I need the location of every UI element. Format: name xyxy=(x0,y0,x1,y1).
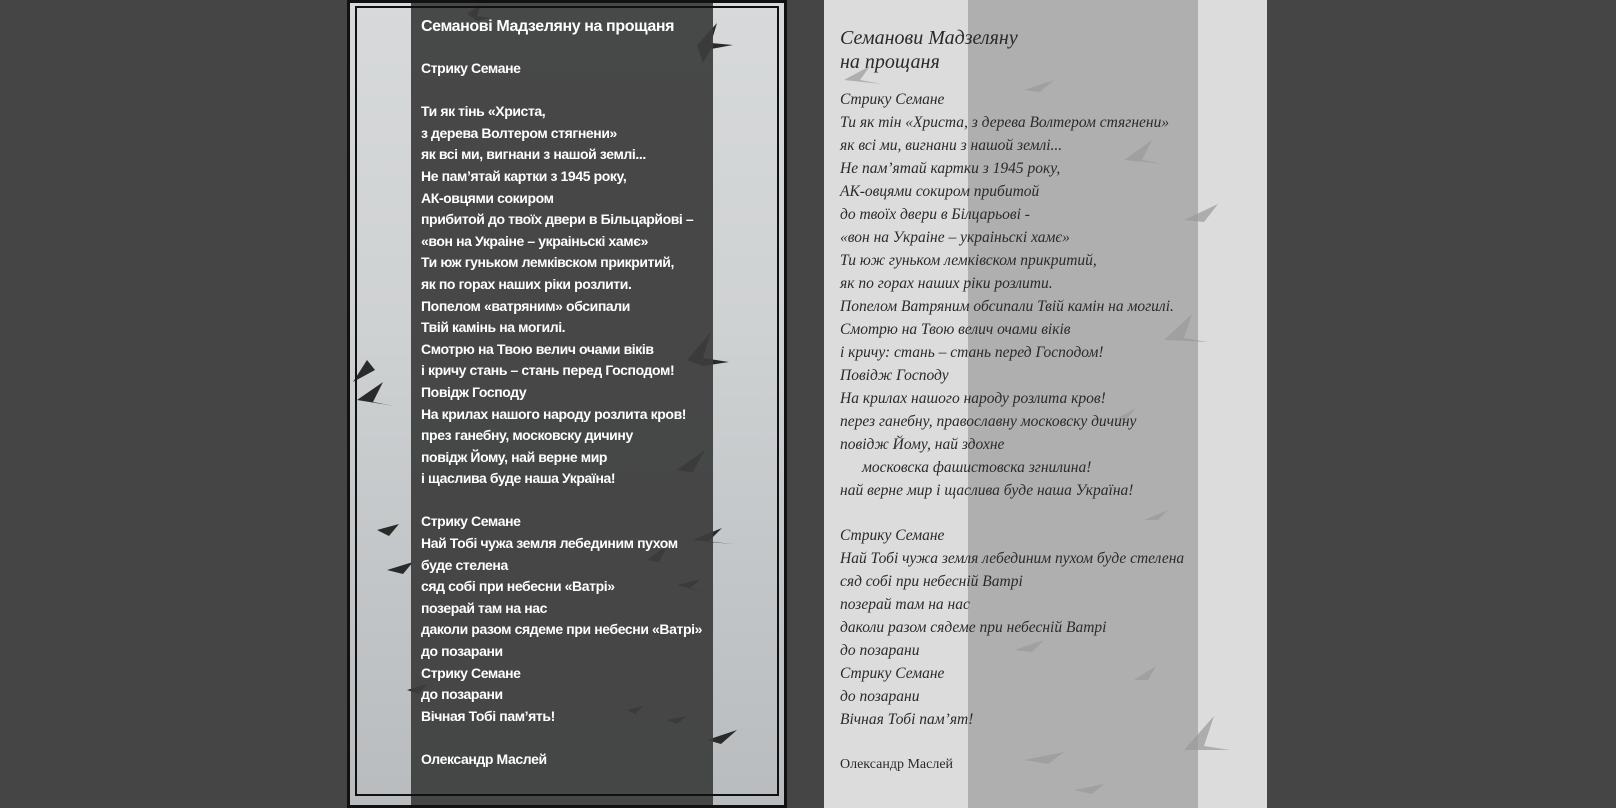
left-poem-line: до позарани xyxy=(421,686,503,703)
right-poem-line: як всі ми, вигнани з нашой землі... xyxy=(840,137,1063,154)
left-poem-line: Най Тобі чужа земля лебединим пухом xyxy=(421,535,678,552)
left-poem-line: Попелом «ватряним» обсипали xyxy=(421,297,631,314)
right-poem-line: На крилах нашого народу розлита кров! xyxy=(840,390,1106,407)
right-poem-line: до позарани xyxy=(840,642,920,659)
left-poem xyxy=(421,16,721,771)
left-poem-line: Не пам’ятай картки з 1945 року, xyxy=(421,167,627,184)
right-poem-line: Ти як тін «Христа, з дерева Волтером стягнени» xyxy=(840,114,1170,131)
left-poem-line: Смотрю на Твою велич очами віків xyxy=(421,340,654,357)
left-poem-line: до позарани xyxy=(421,643,503,660)
right-poem-line: як по горах наших ріки розлити. xyxy=(840,275,1053,292)
left-poem-line: Стрику Семане xyxy=(421,513,521,530)
left-poem-line: през ганебну, московску дичину xyxy=(421,427,633,444)
right-poem-line: Най Тобі чужа земля лебединим пухом буде стелена xyxy=(840,550,1185,567)
right-poem-line: сяд собі при небесній Ватрі xyxy=(840,573,1023,590)
left-poem-line: позерай там на нас xyxy=(421,599,548,616)
right-poem-line: перез ганебну, православну московску дичину xyxy=(840,413,1137,430)
left-poem-line: Ти як тінь «Христа, xyxy=(421,103,546,120)
right-poem-line: Вічная Тобі пам’ят! xyxy=(840,711,974,728)
left-poem-line: повідж Йому, най верне мир xyxy=(421,448,608,465)
left-poem-line: Ти юж гуньком лемківском прикритий, xyxy=(421,254,674,271)
left-poem-line: буде стелена xyxy=(421,556,508,573)
right-poem-line: позерай там на нас xyxy=(840,596,970,613)
right-poem-line: Попелом Ватряним обсипали Твій камін на могилі. xyxy=(840,298,1174,315)
right-poem-line: і кричу: стань – стань перед Господом! xyxy=(840,344,1104,361)
left-poem-line: Стрику Семане xyxy=(421,664,521,681)
right-poem-author: Олександр Маслей xyxy=(840,757,954,772)
right-poem-line: Повідж Господу xyxy=(840,367,949,384)
right-poem-line: АК-овцями сокиром прибитой xyxy=(840,183,1040,200)
left-poem-author: Олександр Маслей xyxy=(421,751,547,767)
right-poem-line: най верне мир і щаслива буде наша Україна! xyxy=(840,482,1134,499)
left-poem-line: з дерева Волтером стягнени» xyxy=(421,124,617,141)
left-poem-line: як по горах наших ріки розлити. xyxy=(421,275,632,292)
left-poem-line: як всі ми, вигнани з нашой землі... xyxy=(421,146,646,163)
right-poem-line: Стрику Семане xyxy=(840,91,945,108)
right-poem-line: даколи разом сядеме при небесній Ватрі xyxy=(840,619,1107,636)
left-poem-line: Стрику Семане xyxy=(421,60,521,76)
left-poem-line: сяд собі при небесни «Ватрі» xyxy=(421,578,615,595)
left-poem-line: і щаслива буде наша Україна! xyxy=(421,470,616,487)
left-poem-line: На крилах нашого народу розлита кров! xyxy=(421,405,687,422)
right-poem-title: Семанови Мадзеляну xyxy=(840,27,1018,49)
right-poem-line: «вон на Украіне – украіньскі хамє» xyxy=(840,229,1070,246)
left-poem-line: АК-овцями сокиром xyxy=(421,189,554,206)
right-poem-line: московска фашистовска згнилина! xyxy=(862,459,1092,476)
right-poem-line: повідж Йому, най здохне xyxy=(840,436,1005,453)
left-poem-line: Вічная Тобі пам’ять! xyxy=(421,707,555,724)
right-page xyxy=(824,0,1267,808)
right-poem xyxy=(840,26,1260,776)
right-poem-line: Стрику Семане xyxy=(840,665,945,682)
left-poem-line: Твій камінь на могилі. xyxy=(421,319,566,336)
right-poem-line: Смотрю на Твою велич очами віків xyxy=(840,321,1071,338)
left-page xyxy=(347,0,787,808)
right-poem-title: на прощаня xyxy=(840,51,940,73)
right-poem-line: Ти юж гуньком лемківском прикритий, xyxy=(840,252,1097,269)
right-poem-line: до позарани xyxy=(840,688,920,705)
left-poem-line: Повідж Господу xyxy=(421,383,527,400)
left-poem-line: і кричу стань – стань перед Господом! xyxy=(421,362,675,379)
left-poem-line: «вон на Украіне – украіньскі хамє» xyxy=(421,232,648,249)
left-poem-line: даколи разом сядеме при небесни «Ватрі» xyxy=(421,621,703,638)
left-poem-line: прибитой до твоїх двери в Більцарйові – xyxy=(421,211,694,228)
left-poem-title: Семанові Мадзеляну на прощаня xyxy=(421,18,675,35)
right-poem-line: Стрику Семане xyxy=(840,527,945,544)
right-poem-line: до твоїх двери в Білцарьові - xyxy=(840,206,1030,223)
right-poem-line: Не пам’ятай картки з 1945 року, xyxy=(840,160,1061,177)
